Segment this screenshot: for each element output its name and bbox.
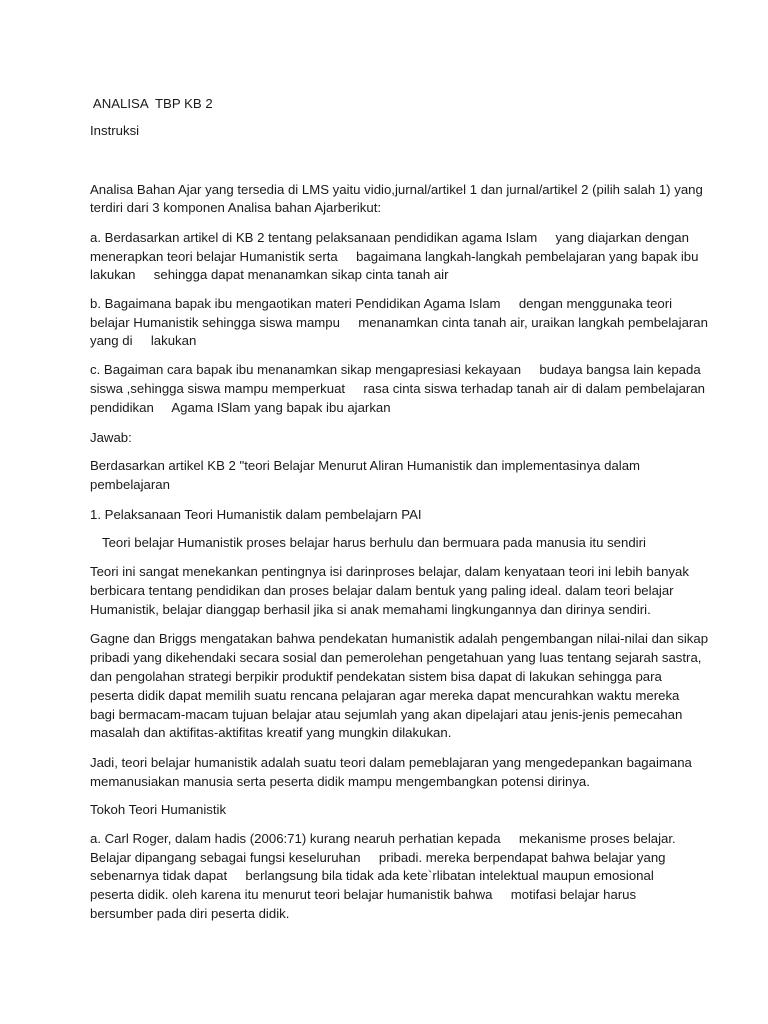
paragraph-2-line: bagi bermacam-macam tujuan belajar atau sejumlah yang akan dipelajari atau jenis-jenis pemecahan — [90, 707, 683, 722]
paragraph-2-line: Gagne dan Briggs mengatakan bahwa pendekatan humanistik adalah pengembangan nilai-nilai dan sikap — [90, 631, 709, 646]
instruksi-heading: Instruksi — [90, 123, 140, 138]
tokoh-heading: Tokoh Teori Humanistik — [90, 802, 227, 817]
tokoh-a-line: peserta didik. oleh karena itu menurut teori belajar humanistik bahwa motifasi belajar harus — [90, 887, 637, 902]
item-b-line: belajar Humanistik sehingga siswa mampu menanamkan cinta tanah air, uraikan langkah pembelajaran — [90, 315, 708, 330]
item-a-line: menerapkan teori belajar Humanistik serta bagaimana langkah-langkah pembelajaran yang bapak ibu — [90, 249, 699, 264]
paragraph-1-line: berbicara tentang pendidikan dan proses belajar dalam bentuk yang paling ideal. dalam teori belajar — [90, 583, 674, 598]
item-a-line: lakukan sehingga dapat menanamkan sikap cinta tanah air — [90, 267, 449, 282]
item-b-line: yang di lakukan — [90, 333, 197, 348]
tokoh-a-line: a. Carl Roger, dalam hadis (2006:71) kurang nearuh perhatian kepada mekanisme proses belajar. — [90, 831, 676, 846]
item-a-line: a. Berdasarkan artikel di KB 2 tentang pelaksanaan pendidikan agama Islam yang diajarkan dengan — [90, 230, 689, 245]
section-1-subheading: Teori belajar Humanistik proses belajar harus berhulu dan bermuara pada manusia itu sendiri — [102, 535, 646, 550]
paragraph-3-line: memanusiakan manusia serta peserta didik mampu mengembangkan potensi dirinya. — [90, 774, 590, 789]
tokoh-a-line: Belajar dipangang sebagai fungsi keseluruhan pribadi. mereka berpendapat bahwa belajar yang — [90, 850, 666, 865]
berdasarkan-line: Berdasarkan artikel KB 2 "teori Belajar Menurut Aliran Humanistik dan implementasinya dalam — [90, 458, 641, 473]
section-1-heading: 1. Pelaksanaan Teori Humanistik dalam pembelajarn PAI — [90, 507, 422, 522]
paragraph-1-line: Humanistik, belajar dianggap berhasil jika si anak memahami lingkungannya dan dirinya sendiri. — [90, 602, 651, 617]
paragraph-2-line: peserta didik dapat memilih suatu rencana pelajaran agar mereka dapat mencurahkan waktu mereka — [90, 688, 680, 703]
tokoh-a-line: sebenarnya tidak dapat berlangsung bila tidak ada kete`rlibatan intelektual maupun emosional — [90, 868, 654, 883]
berdasarkan-line: pembelajaran — [90, 477, 170, 492]
intro-line: Analisa Bahan Ajar yang tersedia di LMS yaitu vidio,jurnal/artikel 1 dan jurnal/artikel 2 (pilih salah 1) yang — [90, 182, 703, 197]
paragraph-1-line: Teori ini sangat menekankan pentingnya isi darinproses belajar, dalam kenyataan teori ini lebih banyak — [90, 564, 689, 579]
tokoh-a-line: bersumber pada diri peserta didik. — [90, 906, 290, 921]
document-title: ANALISA TBP KB 2 — [90, 96, 213, 111]
item-c-line: pendidikan Agama ISlam yang bapak ibu ajarkan — [90, 400, 391, 415]
item-c-line: c. Bagaiman cara bapak ibu menanamkan sikap mengapresiasi kekayaan budaya bangsa lain kepada — [90, 362, 701, 377]
paragraph-2-line: dan pengolahan strategi berpikir produktif pendekatan sistem bisa dapat di lakukan sehingga para — [90, 669, 662, 684]
item-b-line: b. Bagaimana bapak ibu mengaotikan materi Pendidikan Agama Islam dengan menggunaka teori — [90, 296, 673, 311]
jawab-heading: Jawab: — [90, 430, 132, 445]
intro-line: terdiri dari 3 komponen Analisa bahan Ajarberikut: — [90, 200, 382, 215]
paragraph-2-line: masalah dan aktifitas-aktifitas kreatif yang mungkin dilakukan. — [90, 725, 452, 740]
paragraph-2-line: pribadi yang dikehendaki secara sosial dan pemerolehan pengetahuan yang luas tentang sejarah sastra, — [90, 650, 702, 665]
item-c-line: siswa ,sehingga siswa mampu memperkuat rasa cinta siswa terhadap tanah air di dalam pembelajaran — [90, 381, 705, 396]
paragraph-3-line: Jadi, teori belajar humanistik adalah suatu teori dalam pemeblajaran yang mengedepankan bagaimana — [90, 755, 692, 770]
